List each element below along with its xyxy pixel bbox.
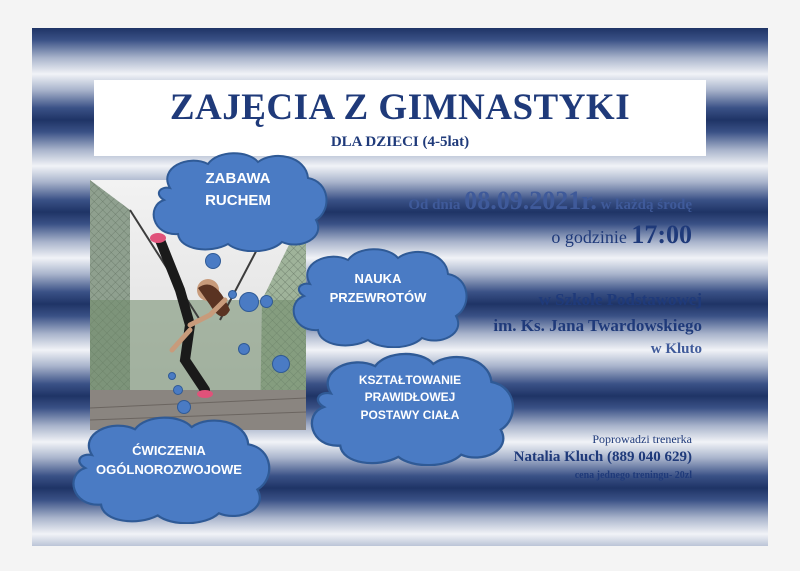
- coach-intro: Poprowadzi trenerka: [592, 432, 692, 446]
- bubble-dot: [168, 372, 176, 380]
- place-line-1: w Szkole Podstawowej: [538, 290, 702, 309]
- cloud-label-postawa: KSZTAŁTOWANIE PRAWIDŁOWEJ POSTAWY CIAŁA: [358, 373, 462, 422]
- date-line: [408, 186, 692, 216]
- title-box: [94, 80, 706, 156]
- time-value: 17:00: [631, 220, 692, 249]
- cloud-zabawa-ruchem: [140, 148, 336, 252]
- date-prefix: Od dnia: [408, 197, 461, 213]
- place-line-3: w Kluto: [650, 341, 702, 357]
- time-line: [551, 220, 692, 250]
- cloud-label-nauka: NAUKA PRZEWROTÓW: [329, 271, 427, 305]
- coach-name: Natalia Kluch (889 040 629): [513, 449, 692, 465]
- bubble-dot: [260, 295, 273, 308]
- cloud-nauka-przewrotow: [280, 244, 476, 348]
- cloud-cwiczenia-ogolnorozwojowe: [58, 412, 280, 524]
- bubble-dot: [205, 253, 221, 269]
- bubble-dot: [272, 355, 290, 373]
- gymnastics-poster: [32, 28, 768, 546]
- bubble-dot: [238, 343, 250, 355]
- bubble-dot: [173, 385, 183, 395]
- date-suffix: w każdą środę: [600, 197, 692, 213]
- poster-title: ZAJĘCIA Z GIMNASTYKI: [169, 87, 631, 128]
- place-line-2: im. Ks. Jana Twardowskiego: [493, 316, 702, 335]
- bubble-dot: [228, 290, 237, 299]
- price-note: cena jednego treningu- 20zl: [574, 470, 692, 481]
- time-prefix: o godzinie: [551, 227, 627, 247]
- cloud-ksztaltowanie-postawy: [296, 348, 524, 466]
- cloud-label-zabawa: ZABAWA RUCHEM: [205, 170, 271, 209]
- bubble-dot: [239, 292, 259, 312]
- poster-subtitle: DLA DZIECI (4-5lat): [330, 134, 470, 150]
- cloud-label-cwiczenia: ĆWICZENIA OGÓLNOROZWOJOWE: [96, 443, 242, 477]
- date-value: 08.09.2021r.: [464, 186, 597, 215]
